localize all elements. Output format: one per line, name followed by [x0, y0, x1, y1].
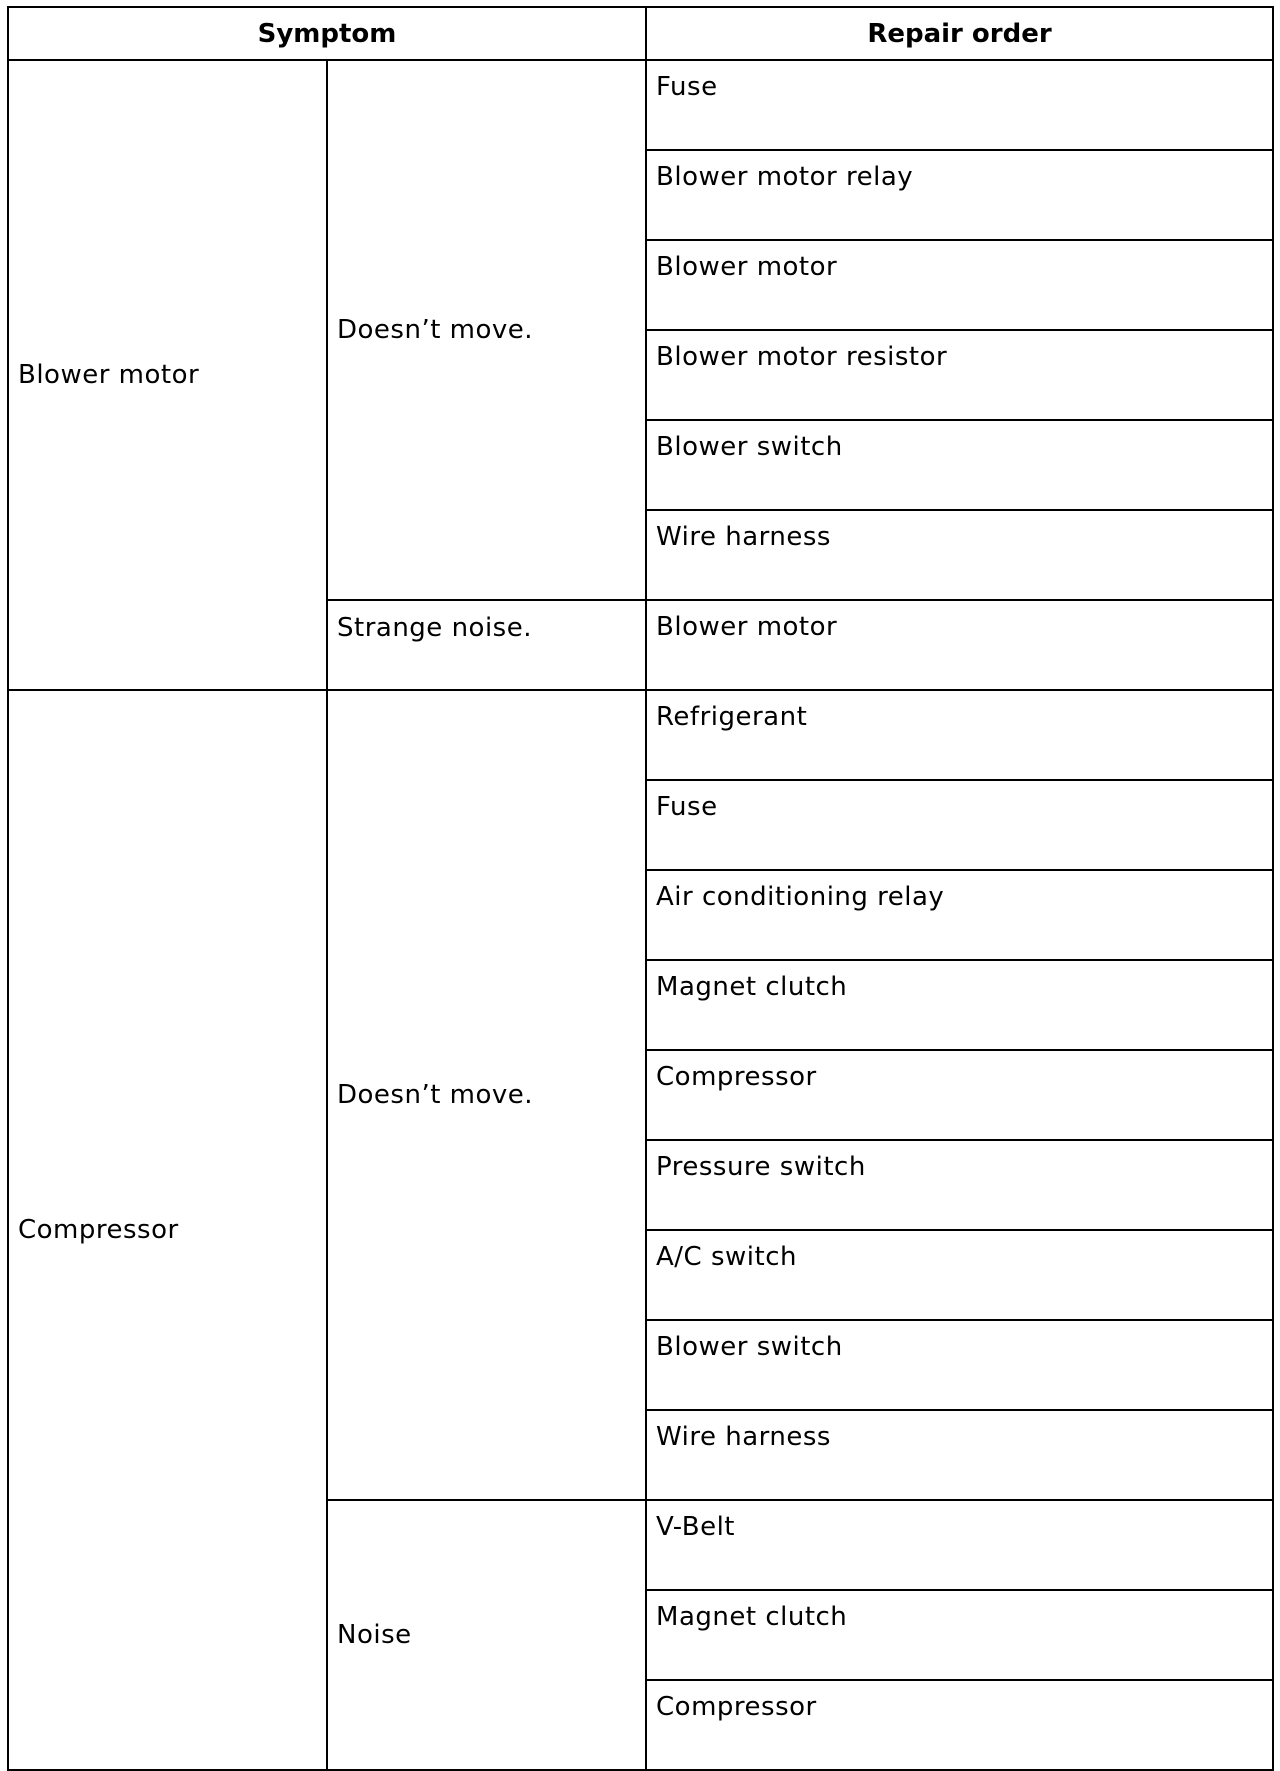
repair-order-table — [7, 6, 1274, 1771]
symptom-label: Strange noise. — [337, 613, 532, 643]
repair-item-cell — [646, 1680, 1273, 1770]
repair-item-label: Blower motor relay — [656, 162, 914, 192]
repair-item-cell — [646, 1050, 1273, 1140]
repair-item-cell — [646, 240, 1273, 330]
repair-item-label: Blower switch — [656, 432, 843, 462]
repair-order-table-container — [7, 6, 1272, 1759]
symptom-cell: Doesn’t move. — [327, 690, 646, 1500]
repair-item-label: Compressor — [656, 1692, 817, 1722]
repair-item-label: Fuse — [656, 72, 718, 102]
repair-item-cell — [646, 1320, 1273, 1410]
table-row — [8, 690, 1273, 780]
symptom-header: Symptom — [8, 7, 646, 60]
repair-item-cell — [646, 1410, 1273, 1500]
repair-item-cell — [646, 1230, 1273, 1320]
repair-item-label: Blower switch — [656, 1332, 843, 1362]
repair-item-label: Blower motor resistor — [656, 342, 948, 372]
repair-item-label: Fuse — [656, 792, 718, 822]
repair-item-cell — [646, 60, 1273, 150]
table-header-row — [8, 7, 1273, 60]
repair-item-cell — [646, 1590, 1273, 1680]
repair-item-label: Air conditioning relay — [656, 882, 945, 912]
repair-item-cell — [646, 870, 1273, 960]
repair-item-label: Magnet clutch — [656, 972, 848, 1002]
table-body — [8, 60, 1273, 1770]
repair-item-cell — [646, 690, 1273, 780]
repair-item-cell — [646, 1500, 1273, 1590]
repair-item-label: V-Belt — [656, 1512, 735, 1542]
component-cell: Blower motor — [8, 60, 327, 690]
repair-item-label: Magnet clutch — [656, 1602, 848, 1632]
symptom-cell: Noise — [327, 1500, 646, 1770]
repair-item-cell — [646, 150, 1273, 240]
repair-item-label: Blower motor — [656, 252, 838, 282]
repair-item-label: Refrigerant — [656, 702, 808, 732]
repair-item-cell — [646, 510, 1273, 600]
repair-item-label: A/C switch — [656, 1242, 797, 1272]
repair-item-label: Wire harness — [656, 522, 831, 552]
repair-item-cell — [646, 420, 1273, 510]
repair-item-label: Blower motor — [656, 612, 838, 642]
repair-order-header: Repair order — [646, 7, 1273, 60]
symptom-cell — [327, 600, 646, 690]
symptom-cell: Doesn’t move. — [327, 60, 646, 600]
repair-item-label: Compressor — [656, 1062, 817, 1092]
table-row — [8, 60, 1273, 150]
repair-item-cell — [646, 600, 1273, 690]
repair-item-cell — [646, 330, 1273, 420]
repair-item-label: Pressure switch — [656, 1152, 866, 1182]
repair-item-label: Wire harness — [656, 1422, 831, 1452]
repair-item-cell — [646, 780, 1273, 870]
repair-item-cell — [646, 960, 1273, 1050]
component-cell: Compressor — [8, 690, 327, 1770]
repair-item-cell — [646, 1140, 1273, 1230]
